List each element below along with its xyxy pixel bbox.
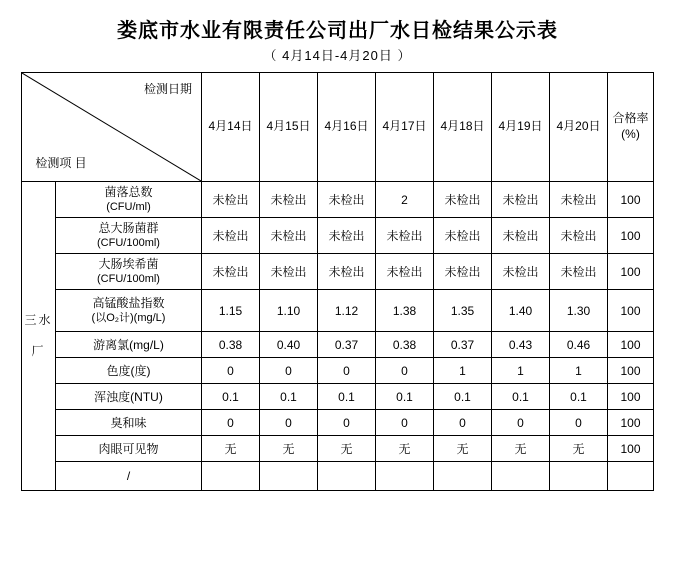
cell-4-2: 0.37 <box>318 332 376 358</box>
cell-4-6: 0.46 <box>550 332 608 358</box>
row-name-text-2: 大肠埃希菌 <box>98 257 159 272</box>
cell-7-1: 0 <box>260 410 318 436</box>
cell-8-rate: 100 <box>608 436 654 462</box>
cell-7-rate: 100 <box>608 410 654 436</box>
cell-8-2: 无 <box>318 436 376 462</box>
cell-4-5: 0.43 <box>492 332 550 358</box>
cell-6-0: 0.1 <box>202 384 260 410</box>
cell-1-1: 未检出 <box>260 218 318 254</box>
header-corner-cell <box>22 73 202 182</box>
cell-9-0 <box>202 462 260 491</box>
cell-4-1: 0.40 <box>260 332 318 358</box>
cell-5-3: 0 <box>376 358 434 384</box>
cell-7-4: 0 <box>434 410 492 436</box>
cell-2-2: 未检出 <box>318 254 376 290</box>
table-row <box>22 254 654 290</box>
header-date-1: 4月15日 <box>260 73 318 182</box>
cell-3-0: 1.15 <box>202 290 260 332</box>
cell-6-2: 0.1 <box>318 384 376 410</box>
cell-3-1: 1.10 <box>260 290 318 332</box>
cell-0-1: 未检出 <box>260 182 318 218</box>
cell-3-6: 1.30 <box>550 290 608 332</box>
table-row <box>22 358 654 384</box>
cell-0-4: 未检出 <box>434 182 492 218</box>
header-date-0: 4月14日 <box>202 73 260 182</box>
table-row <box>22 290 654 332</box>
row-name-text-4: 游离氯(mg/L) <box>93 337 164 352</box>
cell-3-5: 1.40 <box>492 290 550 332</box>
cell-8-4: 无 <box>434 436 492 462</box>
cell-1-3: 未检出 <box>376 218 434 254</box>
document-page <box>0 14 675 581</box>
cell-4-3: 0.38 <box>376 332 434 358</box>
table-row <box>22 410 654 436</box>
row-name-3 <box>56 290 202 332</box>
cell-7-2: 0 <box>318 410 376 436</box>
cell-0-3: 2 <box>376 182 434 218</box>
cell-6-6: 0.1 <box>550 384 608 410</box>
cell-1-rate: 100 <box>608 218 654 254</box>
cell-5-4: 1 <box>434 358 492 384</box>
row-name-text-1: 总大肠菌群 <box>98 221 159 236</box>
row-name-1 <box>56 218 202 254</box>
cell-2-4: 未检出 <box>434 254 492 290</box>
cell-7-0: 0 <box>202 410 260 436</box>
cell-7-5: 0 <box>492 410 550 436</box>
row-name-text-8: 肉眼可见物 <box>98 441 159 456</box>
cell-6-4: 0.1 <box>434 384 492 410</box>
row-name-0 <box>56 182 202 218</box>
header-pass-rate: 合格率(%) <box>608 73 654 182</box>
cell-1-2: 未检出 <box>318 218 376 254</box>
row-name-7 <box>56 410 202 436</box>
header-date-2: 4月16日 <box>318 73 376 182</box>
page-subtitle: （ 4月14日-4月20日 ） <box>263 48 412 63</box>
row-name-text-3: 高锰酸盐指数 <box>92 296 165 311</box>
table-row <box>22 182 654 218</box>
row-name-5 <box>56 358 202 384</box>
cell-4-rate: 100 <box>608 332 654 358</box>
table-header-row <box>22 73 654 182</box>
cell-9-2 <box>318 462 376 491</box>
cell-6-1: 0.1 <box>260 384 318 410</box>
cell-7-6: 0 <box>550 410 608 436</box>
cell-9-rate <box>608 462 654 491</box>
cell-9-6 <box>550 462 608 491</box>
cell-6-rate: 100 <box>608 384 654 410</box>
plant-label-cell: 三水厂 <box>22 182 56 491</box>
row-name-8 <box>56 436 202 462</box>
cell-5-1: 0 <box>260 358 318 384</box>
row-unit-text-1: (CFU/100ml) <box>97 237 160 250</box>
row-name-2 <box>56 254 202 290</box>
row-name-6 <box>56 384 202 410</box>
table-row <box>22 384 654 410</box>
cell-1-6: 未检出 <box>550 218 608 254</box>
cell-6-3: 0.1 <box>376 384 434 410</box>
cell-3-3: 1.38 <box>376 290 434 332</box>
row-name-text-7: 臭和味 <box>110 415 147 430</box>
header-date-label: 检测日期 <box>143 82 192 96</box>
cell-2-1: 未检出 <box>260 254 318 290</box>
cell-8-3: 无 <box>376 436 434 462</box>
cell-0-2: 未检出 <box>318 182 376 218</box>
cell-5-2: 0 <box>318 358 376 384</box>
cell-5-0: 0 <box>202 358 260 384</box>
water-quality-table <box>21 72 654 491</box>
page-title: 娄底市水业有限责任公司出厂水日检结果公示表 <box>117 20 558 42</box>
header-date-3: 4月17日 <box>376 73 434 182</box>
row-name-9: / <box>56 462 202 491</box>
row-name-text-5: 色度(度) <box>106 363 151 378</box>
cell-0-rate: 100 <box>608 182 654 218</box>
table-row <box>22 462 654 491</box>
header-date-4: 4月18日 <box>434 73 492 182</box>
cell-3-2: 1.12 <box>318 290 376 332</box>
cell-7-3: 0 <box>376 410 434 436</box>
cell-9-1 <box>260 462 318 491</box>
cell-8-0: 无 <box>202 436 260 462</box>
cell-3-4: 1.35 <box>434 290 492 332</box>
cell-8-6: 无 <box>550 436 608 462</box>
header-date-6: 4月20日 <box>550 73 608 182</box>
cell-5-rate: 100 <box>608 358 654 384</box>
cell-2-5: 未检出 <box>492 254 550 290</box>
cell-5-5: 1 <box>492 358 550 384</box>
cell-0-5: 未检出 <box>492 182 550 218</box>
cell-4-0: 0.38 <box>202 332 260 358</box>
cell-0-0: 未检出 <box>202 182 260 218</box>
cell-8-5: 无 <box>492 436 550 462</box>
cell-6-5: 0.1 <box>492 384 550 410</box>
row-name-text-0: 菌落总数 <box>104 185 153 199</box>
cell-4-4: 0.37 <box>434 332 492 358</box>
row-unit-text-3: (以O₂计)(mg/L) <box>91 312 166 325</box>
cell-1-5: 未检出 <box>492 218 550 254</box>
cell-2-3: 未检出 <box>376 254 434 290</box>
cell-3-rate: 100 <box>608 290 654 332</box>
table-row <box>22 332 654 358</box>
cell-1-0: 未检出 <box>202 218 260 254</box>
cell-2-6: 未检出 <box>550 254 608 290</box>
row-name-4 <box>56 332 202 358</box>
cell-2-0: 未检出 <box>202 254 260 290</box>
cell-9-4 <box>434 462 492 491</box>
cell-0-6: 未检出 <box>550 182 608 218</box>
header-item-label: 检测项 目 <box>35 155 87 170</box>
row-unit-text-2: (CFU/100ml) <box>97 273 160 286</box>
row-unit-text-0: (CFU/ml) <box>106 201 151 214</box>
cell-2-rate: 100 <box>608 254 654 290</box>
table-row <box>22 218 654 254</box>
table-row <box>22 436 654 462</box>
header-date-5: 4月19日 <box>492 73 550 182</box>
cell-5-6: 1 <box>550 358 608 384</box>
cell-1-4: 未检出 <box>434 218 492 254</box>
cell-8-1: 无 <box>260 436 318 462</box>
cell-9-3 <box>376 462 434 491</box>
cell-9-5 <box>492 462 550 491</box>
row-name-text-6: 浑浊度(NTU) <box>94 389 163 404</box>
